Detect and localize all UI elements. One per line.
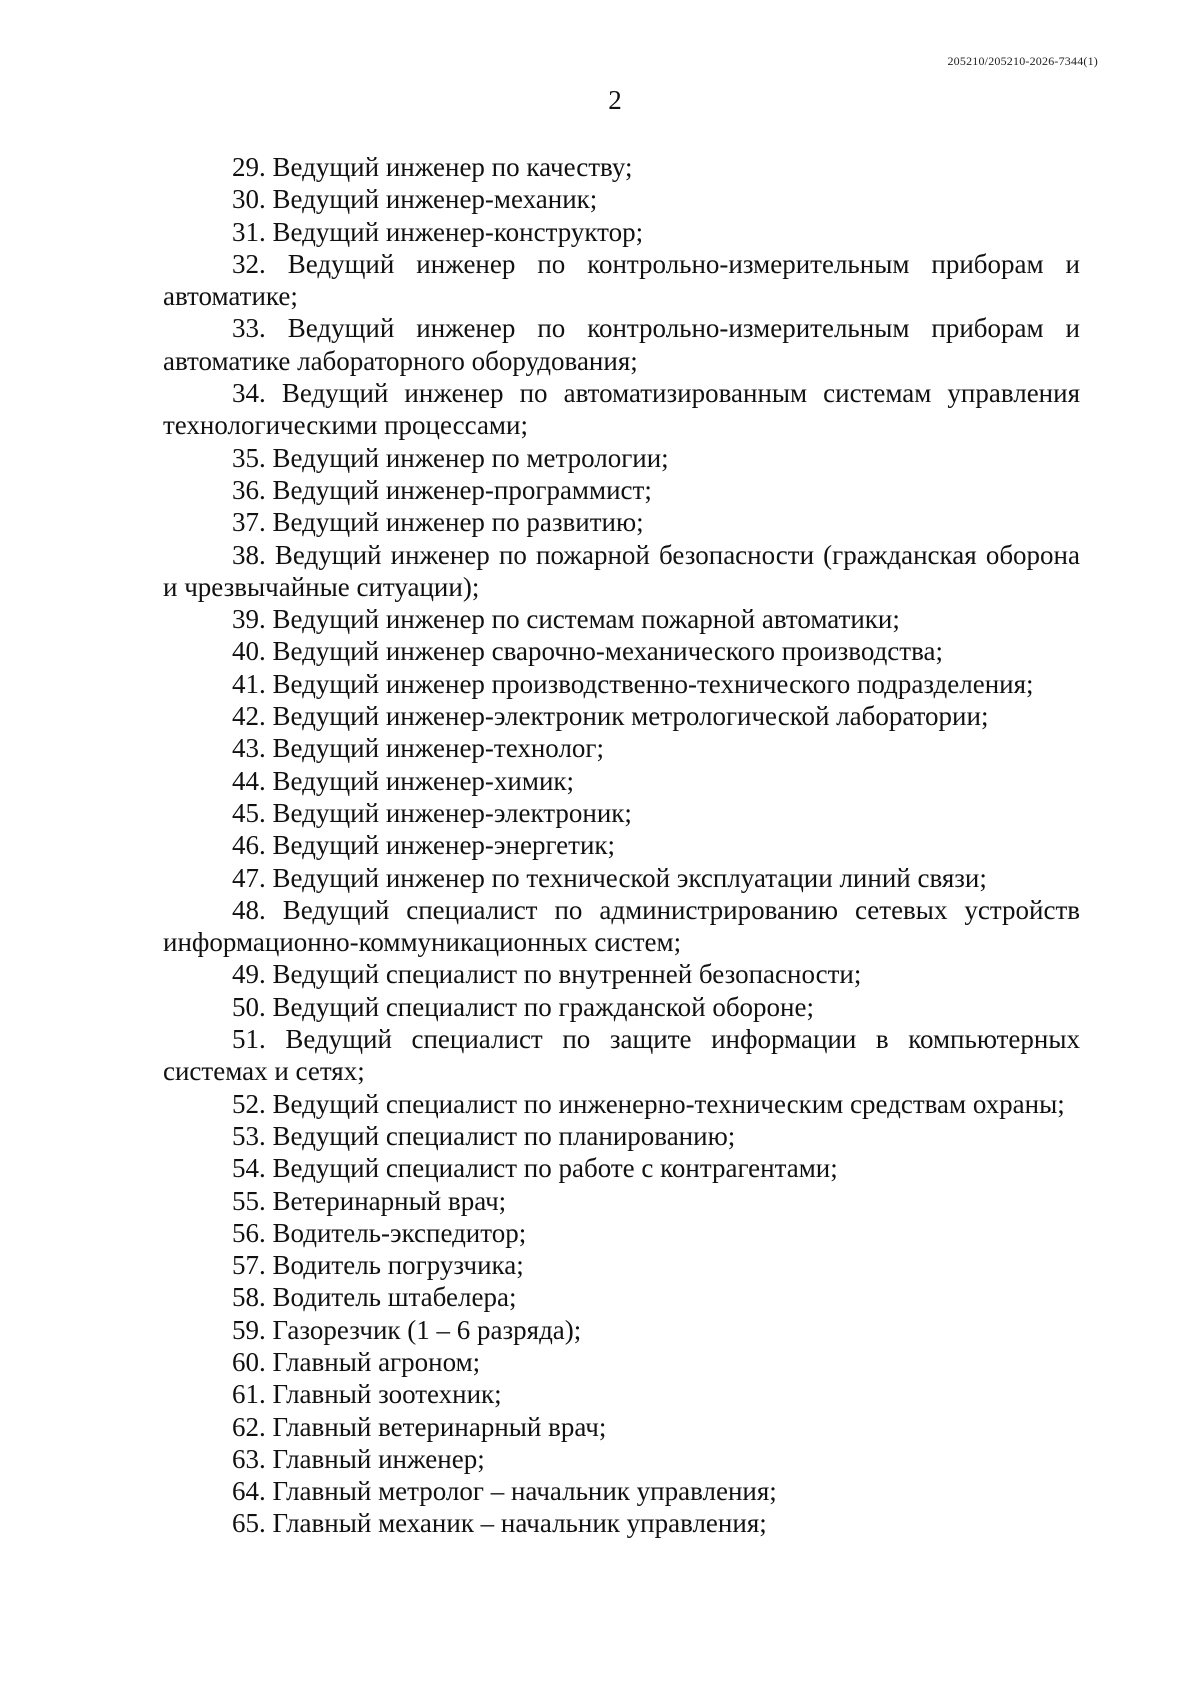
list-item-text: Ведущий инженер по системам пожарной автоматики;	[272, 604, 900, 635]
list-item-number: 38.	[232, 539, 266, 570]
list-item-text: Водитель погрузчика;	[272, 1250, 524, 1281]
list-item-text: Ведущий инженер по контрольно-измерительным приборам и автоматике;	[163, 248, 1080, 312]
list-item-text: Ведущий инженер-конструктор;	[272, 216, 644, 247]
list-item-text: Ведущий инженер сварочно-механического производства;	[272, 636, 943, 667]
list-item-text: Ведущий инженер-программист;	[272, 474, 652, 505]
list-item-text: Ведущий специалист по планированию;	[272, 1120, 736, 1151]
list-item	[163, 1507, 1080, 1539]
list-item-number: 46.	[232, 830, 266, 861]
list-item	[163, 1378, 1080, 1410]
list-item-text: Ведущий инженер по качеству;	[272, 152, 633, 182]
list-item-text: Главный зоотехник;	[272, 1379, 502, 1410]
list-item	[163, 1152, 1080, 1184]
list-item	[163, 668, 1080, 700]
list-item-number: 41.	[232, 668, 266, 699]
list-item-text: Главный метролог – начальник управления;	[272, 1476, 777, 1507]
list-item-text: Ведущий инженер по метрологии;	[272, 442, 669, 473]
list-item	[163, 1281, 1080, 1313]
list-item-number: 65.	[232, 1508, 266, 1539]
list-item	[163, 1346, 1080, 1378]
list-item-number: 61.	[232, 1379, 266, 1410]
list-item-text: Главный инженер;	[272, 1443, 485, 1474]
list-item-number: 63.	[232, 1443, 266, 1474]
list-item-number: 57.	[232, 1250, 266, 1281]
list-item	[163, 732, 1080, 764]
list-item-text: Ведущий инженер-технолог;	[272, 733, 604, 764]
list-item-number: 29.	[232, 152, 266, 182]
list-item	[163, 474, 1080, 506]
list-item-text: Ведущий инженер по технической эксплуатации линий связи;	[272, 862, 987, 893]
list-item	[163, 183, 1080, 215]
list-item-text: Газорезчик (1 – 6 разряда);	[272, 1314, 582, 1345]
list-item-text: Ведущий инженер-энергетик;	[272, 830, 616, 861]
list-item-number: 32.	[232, 248, 266, 279]
list-item-text: Ведущий инженер по контрольно-измерительным приборам и автоматике лабораторного оборудования;	[163, 313, 1080, 376]
list-item	[163, 797, 1080, 829]
list-item-text: Водитель штабелера;	[272, 1282, 517, 1313]
list-item	[163, 700, 1080, 732]
list-item	[163, 539, 1080, 604]
list-item	[163, 1217, 1080, 1249]
list-item-number: 45.	[232, 797, 266, 828]
list-item	[163, 958, 1080, 990]
list-item	[163, 312, 1080, 377]
list-item	[163, 603, 1080, 635]
list-item-number: 47.	[232, 862, 266, 893]
list-item	[163, 506, 1080, 538]
list-item-text: Ветеринарный врач;	[272, 1185, 507, 1216]
list-item	[163, 216, 1080, 248]
list-item-number: 40.	[232, 636, 266, 667]
list-item-text: Водитель-экспедитор;	[272, 1217, 527, 1248]
list-item-text: Ведущий специалист по инженерно-техническим средствам охраны;	[272, 1088, 1065, 1119]
list-item	[163, 1023, 1080, 1088]
list-item-number: 51.	[232, 1024, 266, 1055]
list-item	[163, 1475, 1080, 1507]
list-item-text: Ведущий инженер-электроник метрологической лаборатории;	[272, 701, 989, 732]
list-item	[163, 862, 1080, 894]
list-item-number: 55.	[232, 1185, 266, 1216]
list-item-number: 48.	[232, 894, 266, 925]
list-item	[163, 1314, 1080, 1346]
list-item-number: 64.	[232, 1476, 266, 1507]
list-item-text: Ведущий инженер по развитию;	[272, 507, 644, 538]
list-item-number: 30.	[232, 184, 266, 215]
list-item	[163, 1249, 1080, 1281]
list-item	[163, 1120, 1080, 1152]
list-item	[163, 248, 1080, 313]
list-item	[163, 765, 1080, 797]
list-item	[163, 1088, 1080, 1120]
list-item-number: 44.	[232, 765, 266, 796]
list-item-number: 56.	[232, 1217, 266, 1248]
list-item-text: Ведущий инженер-химик;	[272, 765, 575, 796]
list-item-text: Ведущий специалист по администрированию сетевых устройств информационно-коммуникационных систем;	[163, 894, 1081, 958]
list-item	[163, 991, 1080, 1023]
list-item-number: 31.	[232, 216, 266, 247]
list-item-number: 33.	[232, 313, 266, 344]
list-item-number: 39.	[232, 604, 266, 635]
list-item	[163, 377, 1080, 442]
list-item-text: Ведущий инженер по автоматизированным системам управления технологическими процессами;	[163, 378, 1080, 441]
list-item-number: 37.	[232, 507, 266, 538]
list-item-text: Главный агроном;	[272, 1346, 481, 1377]
list-item-number: 54.	[232, 1153, 266, 1184]
list-item-text: Ведущий инженер производственно-технического подразделения;	[272, 668, 1034, 699]
list-item-text: Ведущий специалист по внутренней безопасности;	[272, 959, 862, 990]
list-item-number: 36.	[232, 474, 266, 505]
list-item-number: 59.	[232, 1314, 266, 1345]
list-item-number: 58.	[232, 1282, 266, 1313]
list-item-text: Главный ветеринарный врач;	[272, 1411, 607, 1442]
list-item	[163, 1411, 1080, 1443]
list-item	[163, 635, 1080, 667]
document-id: 205210/205210-2026-7344(1)	[947, 54, 1098, 68]
list-item-text: Ведущий инженер-электроник;	[272, 797, 632, 828]
list-item-number: 52.	[232, 1088, 266, 1119]
list-item	[163, 1443, 1080, 1475]
page-number: 2	[608, 85, 622, 115]
list-item-number: 35.	[232, 442, 266, 473]
list-item-number: 43.	[232, 733, 266, 764]
list-item-number: 53.	[232, 1120, 266, 1151]
list-item-text: Ведущий инженер-механик;	[272, 184, 598, 215]
list-item	[163, 894, 1080, 959]
list-item-number: 49.	[232, 959, 266, 990]
list-item-text: Ведущий специалист по работе с контрагентами;	[272, 1153, 838, 1184]
list-item-text: Главный механик – начальник управления;	[272, 1508, 767, 1539]
list-item-number: 50.	[232, 991, 266, 1022]
list-item	[163, 1185, 1080, 1217]
list-item-text: Ведущий специалист по гражданской обороне;	[272, 991, 814, 1022]
list-item-number: 60.	[232, 1346, 266, 1377]
list-item-text: Ведущий инженер по пожарной безопасности (гражданская оборона и чрезвычайные ситуации);	[163, 539, 1080, 602]
position-list	[163, 151, 1080, 1540]
list-item	[163, 442, 1080, 474]
list-item-number: 62.	[232, 1411, 266, 1442]
list-item	[163, 829, 1080, 861]
list-item-text: Ведущий специалист по защите информации в компьютерных системах и сетях;	[163, 1024, 1081, 1087]
list-item-number: 34.	[232, 378, 266, 409]
list-item-number: 42.	[232, 701, 266, 732]
list-item	[163, 151, 1080, 183]
